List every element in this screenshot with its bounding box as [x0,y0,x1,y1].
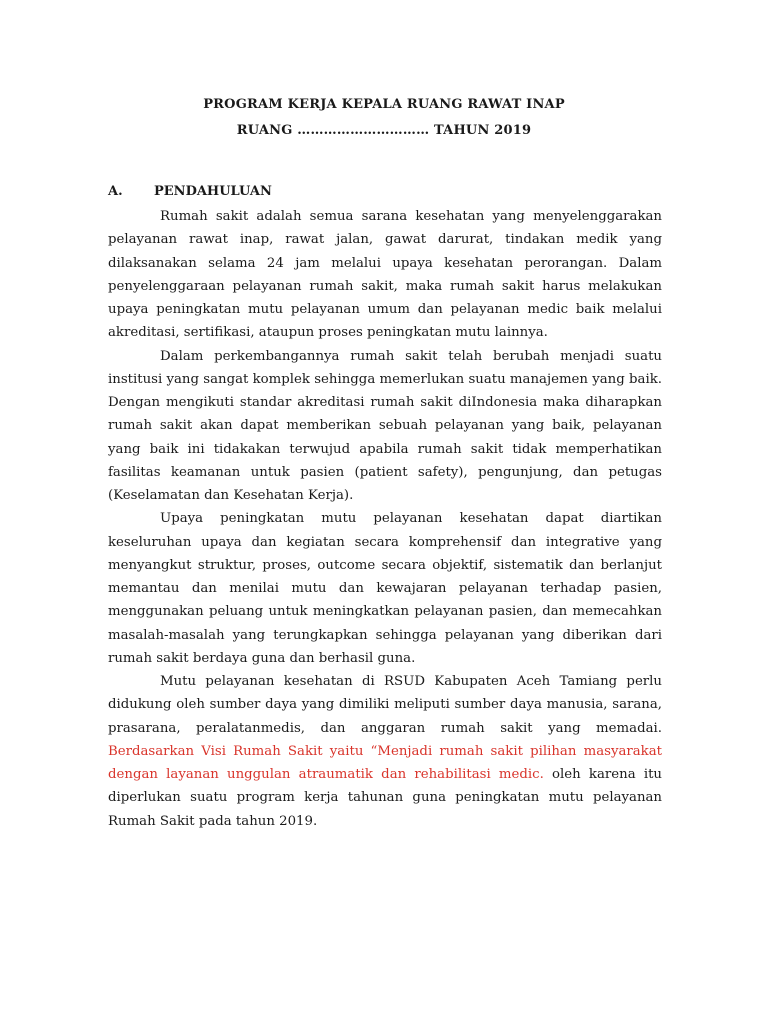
title-line-2: RUANG ………………………… TAHUN 2019 [236,123,532,138]
paragraph-3: Upaya peningkatan mutu pelayanan kesehatan dapat diartikan keseluruhan upaya dan kegiatan secara komprehensif dan integrative yang menyangkut struktur, proses, outcome secara objektif, sistematik dan berlanjut memantau dan menilai mutu dan kewajaran pelayanan terhadap pasien, menggunakan peluang untuk meningkatkan pelayanan pasien, dan memecahkan masalah-masalah yang terungkapkan sehingga pelayanan yang diberikan dari rumah sakit berdaya guna dan berhasil guna. [108,511,662,666]
paragraph-4-text-b: oleh karena itu diperlukan suatu program kerja tahunan guna peningkatan mutu pelayanan Rumah Sakit pada tahun 2019. [108,767,662,829]
section-number: A. [108,184,123,199]
paragraph-4-text-a: Mutu pelayanan kesehatan di RSUD Kabupaten Aceh Tamiang perlu didukung oleh sumber daya yang dimiliki meliputi sumber daya manusia, sarana, prasarana, peralatanmedis, dan anggaran rumah sakit yang memadai. [108,674,662,736]
document-title [0,92,768,144]
paragraph-4 [108,670,662,833]
paragraph-1: Rumah sakit adalah semua sarana kesehatan yang menyelenggarakan pelayanan rawat inap, rawat jalan, gawat darurat, tindakan medik yang dilaksanakan selama 24 jam melalui upaya kesehatan perorangan. Dalam penyelenggaraan pelayanan rumah sakit, maka rumah sakit harus melakukan upaya peningkatan mutu pelayanan umum dan pelayanan medic baik melalui akreditasi, sertifikasi, ataupun proses peningkatan mutu lainnya. [108,209,662,341]
paragraph-2: Dalam perkembangannya rumah sakit telah berubah menjadi suatu institusi yang sangat komplek sehingga memerlukan suatu manajemen yang baik. Dengan mengikuti standar akreditasi rumah sakit diIndonesia maka diharapkan rumah sakit akan dapat memberikan sebuah pelayanan yang baik, pelayanan yang baik ini tidakakan terwujud apabila rumah sakit tidak memperhatikan fasilitas keamanan untuk pasien (patient safety), pengunjung, dan petugas (Keselamatan dan Kesehatan Kerja). [108,348,662,503]
section-title: PENDAHULUAN [154,184,272,199]
section-heading [108,182,272,202]
title-line-1: PROGRAM KERJA KEPALA RUANG RAWAT INAP [203,97,565,112]
vision-statement-highlight: Berdasarkan Visi Rumah Sakit yaitu “Menjadi rumah sakit pilihan masyarakat dengan layanan unggulan atraumatik dan rehabilitasi medic. [108,743,662,782]
body-text [108,205,662,833]
